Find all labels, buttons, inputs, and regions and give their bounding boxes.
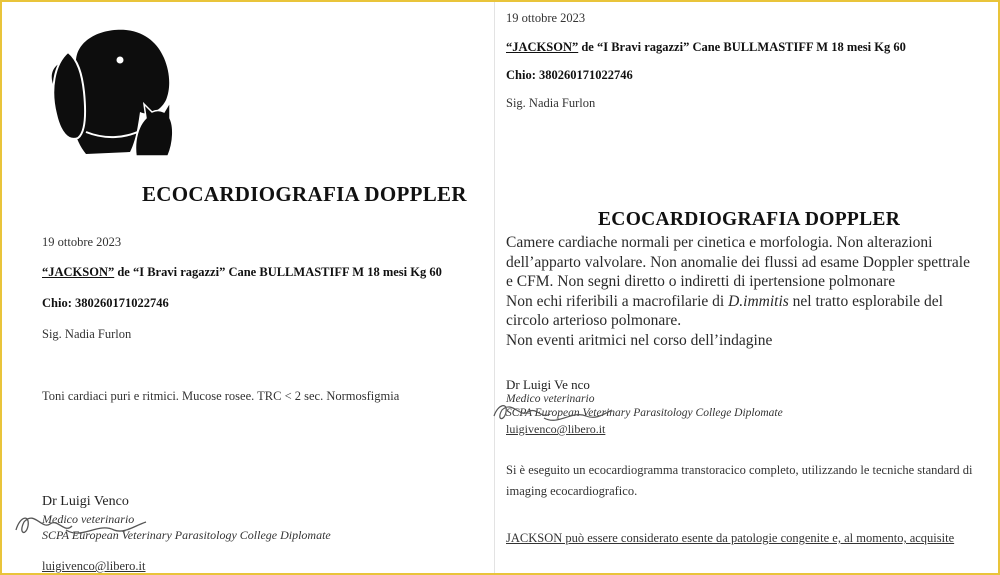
right-date: 19 ottobre 2023 bbox=[506, 11, 586, 25]
left-owner: Sig. Nadia Furlon bbox=[42, 327, 132, 341]
left-signature bbox=[6, 500, 156, 546]
right-title: ECOCARDIOGRAFIA DOPPLER bbox=[598, 209, 901, 230]
right-vet-college: SCPA European Veterinary Parasitology College Diplomate bbox=[506, 407, 783, 419]
left-date: 19 ottobre 2023 bbox=[42, 235, 122, 249]
right-vet-role: Medico veterinario bbox=[506, 393, 595, 405]
left-patient-line bbox=[42, 265, 442, 280]
right-findings-p2-species: D.immitis bbox=[728, 292, 789, 310]
left-vet-college: SCPA European Veterinary Parasitology College Diplomate bbox=[42, 528, 331, 542]
right-findings-p3: Non eventi aritmici nel corso dell’indagine bbox=[506, 331, 773, 349]
left-vet-name: Dr Luigi Venco bbox=[42, 494, 129, 509]
left-vet-email[interactable]: luigivenco@libero.it bbox=[42, 559, 146, 573]
right-findings bbox=[506, 233, 976, 350]
left-patient-details: de “I Bravi ragazzi” Cane BULLMASTIFF M 18 mesi Kg 60 bbox=[114, 265, 442, 279]
right-findings-p2-tail: nel tratto esplorabile del circolo arterioso polmonare. bbox=[506, 292, 943, 329]
left-chip: Chio: 380260171022746 bbox=[42, 296, 169, 310]
right-vet-name: Dr Luigi Ve nco bbox=[506, 377, 590, 392]
right-chip: Chio: 380260171022746 bbox=[506, 68, 633, 82]
right-patient-line bbox=[506, 40, 906, 55]
right-conclusion: JACKSON può essere considerato esente da patologie congenite e, al momento, acquisite bbox=[506, 531, 955, 545]
right-patient-name: “JACKSON” bbox=[506, 40, 579, 54]
page-divider bbox=[494, 2, 495, 575]
right-findings-p2 bbox=[506, 292, 976, 331]
left-title: ECOCARDIOGRAFIA DOPPLER bbox=[142, 182, 467, 206]
dog-cat-logo bbox=[46, 22, 176, 156]
left-vet-role: Medico veterinario bbox=[42, 512, 135, 526]
right-vet-email[interactable]: luigivenco@libero.it bbox=[506, 422, 606, 436]
right-findings-p2-text: Non echi riferibili a macrofilarie di bbox=[506, 292, 729, 310]
right-findings-p1: Camere cardiache normali per cinetica e morfologia. Non alterazioni dell’apparto valvolare. Non anomalie dei flussi ad esame Doppler spettrale e CFM. Non segni diretto o indiretti di ipertensione polmonare bbox=[506, 234, 970, 290]
right-method: Si è eseguito un ecocardiogramma transtoracico completo, utilizzando le tecniche standard di imaging ecocardiografico. bbox=[506, 463, 973, 498]
right-owner: Sig. Nadia Furlon bbox=[506, 96, 596, 110]
right-patient-details: de “I Bravi ragazzi” Cane BULLMASTIFF M 18 mesi Kg 60 bbox=[578, 40, 906, 54]
left-patient-name: “JACKSON” bbox=[42, 265, 115, 279]
left-clinical-exam: Toni cardiaci puri e ritmici. Mucose rosee. TRC < 2 sec. Normosfigmia bbox=[42, 389, 400, 403]
